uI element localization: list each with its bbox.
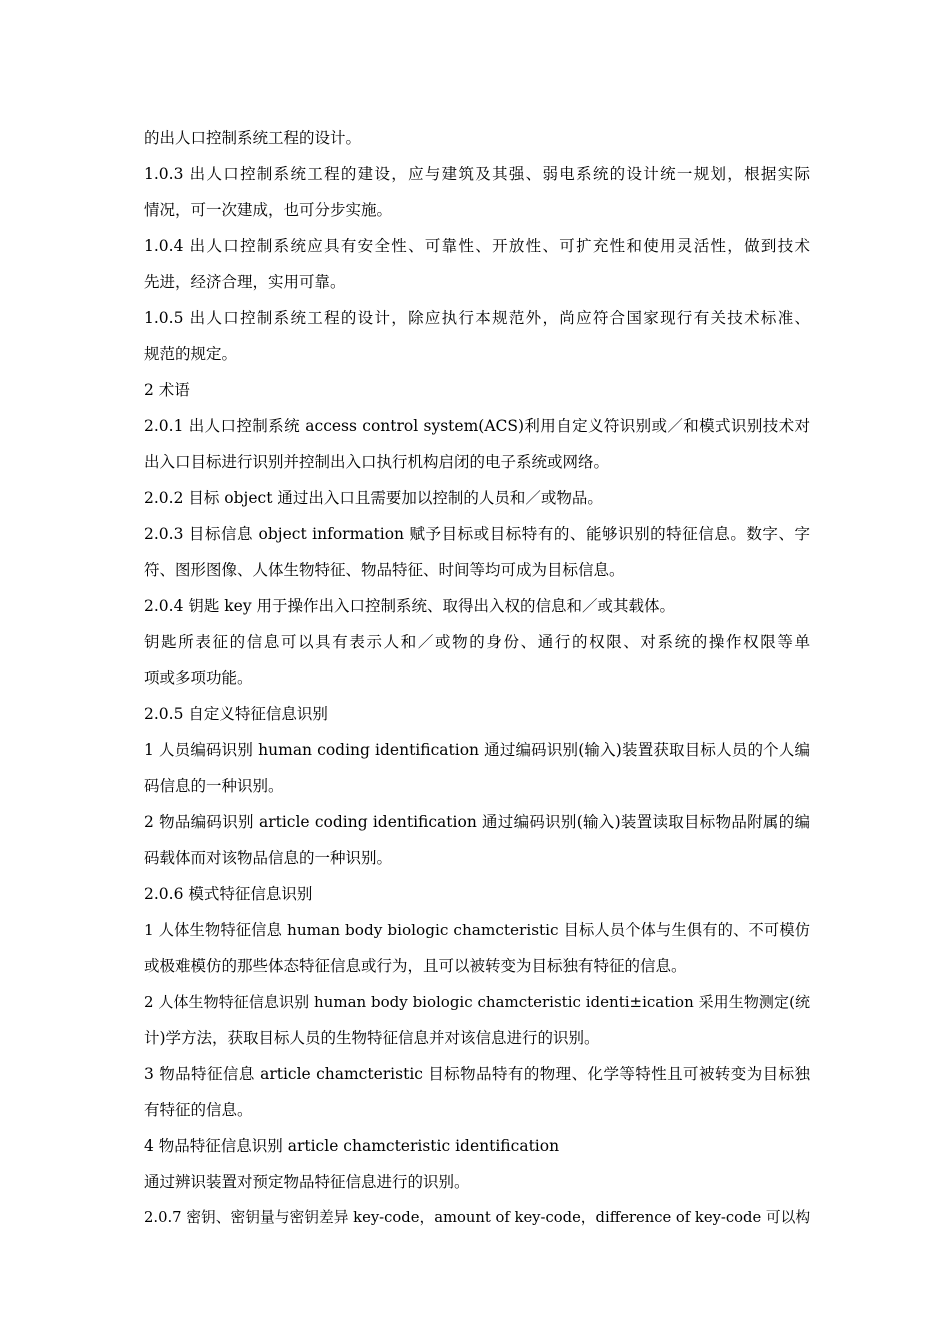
section-heading: 2 术语	[144, 381, 190, 399]
text-line: 2.0.2 目标 object 通过出入口且需要加以控制的人员和／或物品。	[144, 489, 603, 507]
text-line: 1.0.3 出人口控制系统工程的建设，应与建筑及其强、弱电系统的设计统一规划，根据实际	[144, 165, 810, 183]
text-line: 1.0.5 出人口控制系统工程的设计，除应执行本规范外，尚应符合国家现行有关技术标准、	[144, 309, 810, 327]
text-line: 2.0.7 密钥、密钥量与密钥差异 key-code，amount of key-code，difference of key-code 可以构	[144, 1209, 811, 1226]
text-line: 码载体而对该物品信息的一种识别。	[144, 849, 393, 867]
text-line: 2 物品编码识别 article coding identification 通过编码识别(输入)装置读取目标物品附属的编	[144, 813, 810, 831]
text-line: 4 物品特征信息识别 article chamcteristic identification	[144, 1137, 560, 1155]
text-line: 钥匙所表征的信息可以具有表示人和／或物的身份、通行的权限、对系统的操作权限等单	[144, 633, 810, 651]
text-line: 2.0.1 出人口控制系统 access control system(ACS)利用自定义符识别或／和模式识别技术对	[144, 417, 810, 435]
text-line: 或极难模仿的那些体态特征信息或行为，且可以被转变为目标独有特征的信息。	[144, 957, 687, 975]
text-line: 项或多项功能。	[144, 669, 253, 687]
subsection-heading: 2.0.5 自定义特征信息识别	[144, 705, 328, 723]
text-line: 3 物品特征信息 article chamcteristic 目标物品特有的物理、化学等特性且可被转变为目标独	[144, 1065, 810, 1083]
text-line: 2 人体生物特征信息识别 human body biologic chamcteristic identi±ication 采用生物测定(统	[144, 993, 810, 1011]
text-line: 出入口目标进行识别并控制出入口执行机构启闭的电子系统或网络。	[144, 453, 610, 471]
text-line: 2.0.4 钥匙 key 用于操作出入口控制系统、取得出入权的信息和／或其载体。	[144, 597, 676, 615]
text-line: 1 人员编码识别 human coding identification 通过编码识别(输入)装置获取目标人员的个人编	[144, 741, 810, 759]
text-line: 通过辨识装置对预定物品特征信息进行的识别。	[144, 1173, 470, 1191]
text-line: 情况，可一次建成，也可分步实施。	[144, 201, 393, 219]
text-line: 有特征的信息。	[144, 1101, 253, 1119]
subsection-heading: 2.0.6 模式特征信息识别	[144, 885, 313, 903]
text-line: 的出人口控制系统工程的设计。	[144, 129, 362, 147]
text-line: 计)学方法，获取目标人员的生物特征信息并对该信息进行的识别。	[144, 1029, 600, 1047]
text-line: 码信息的一种识别。	[144, 777, 284, 795]
text-line: 1.0.4 出人口控制系统应具有安全性、可靠性、开放性、可扩充性和使用灵活性，做到技术	[144, 237, 810, 255]
document-body	[144, 124, 810, 1240]
text-line: 先进，经济合理，实用可靠。	[144, 273, 346, 291]
text-line: 1 人体生物特征信息 human body biologic chamcteristic 目标人员个体与生俱有的、不可模仿	[144, 921, 810, 939]
text-line: 2.0.3 目标信息 object information 赋予目标或目标特有的、能够识别的特征信息。数字、字	[144, 525, 810, 543]
text-line: 符、图形图像、人体生物特征、物品特征、时间等均可成为目标信息。	[144, 561, 625, 579]
text-line: 规范的规定。	[144, 345, 238, 363]
